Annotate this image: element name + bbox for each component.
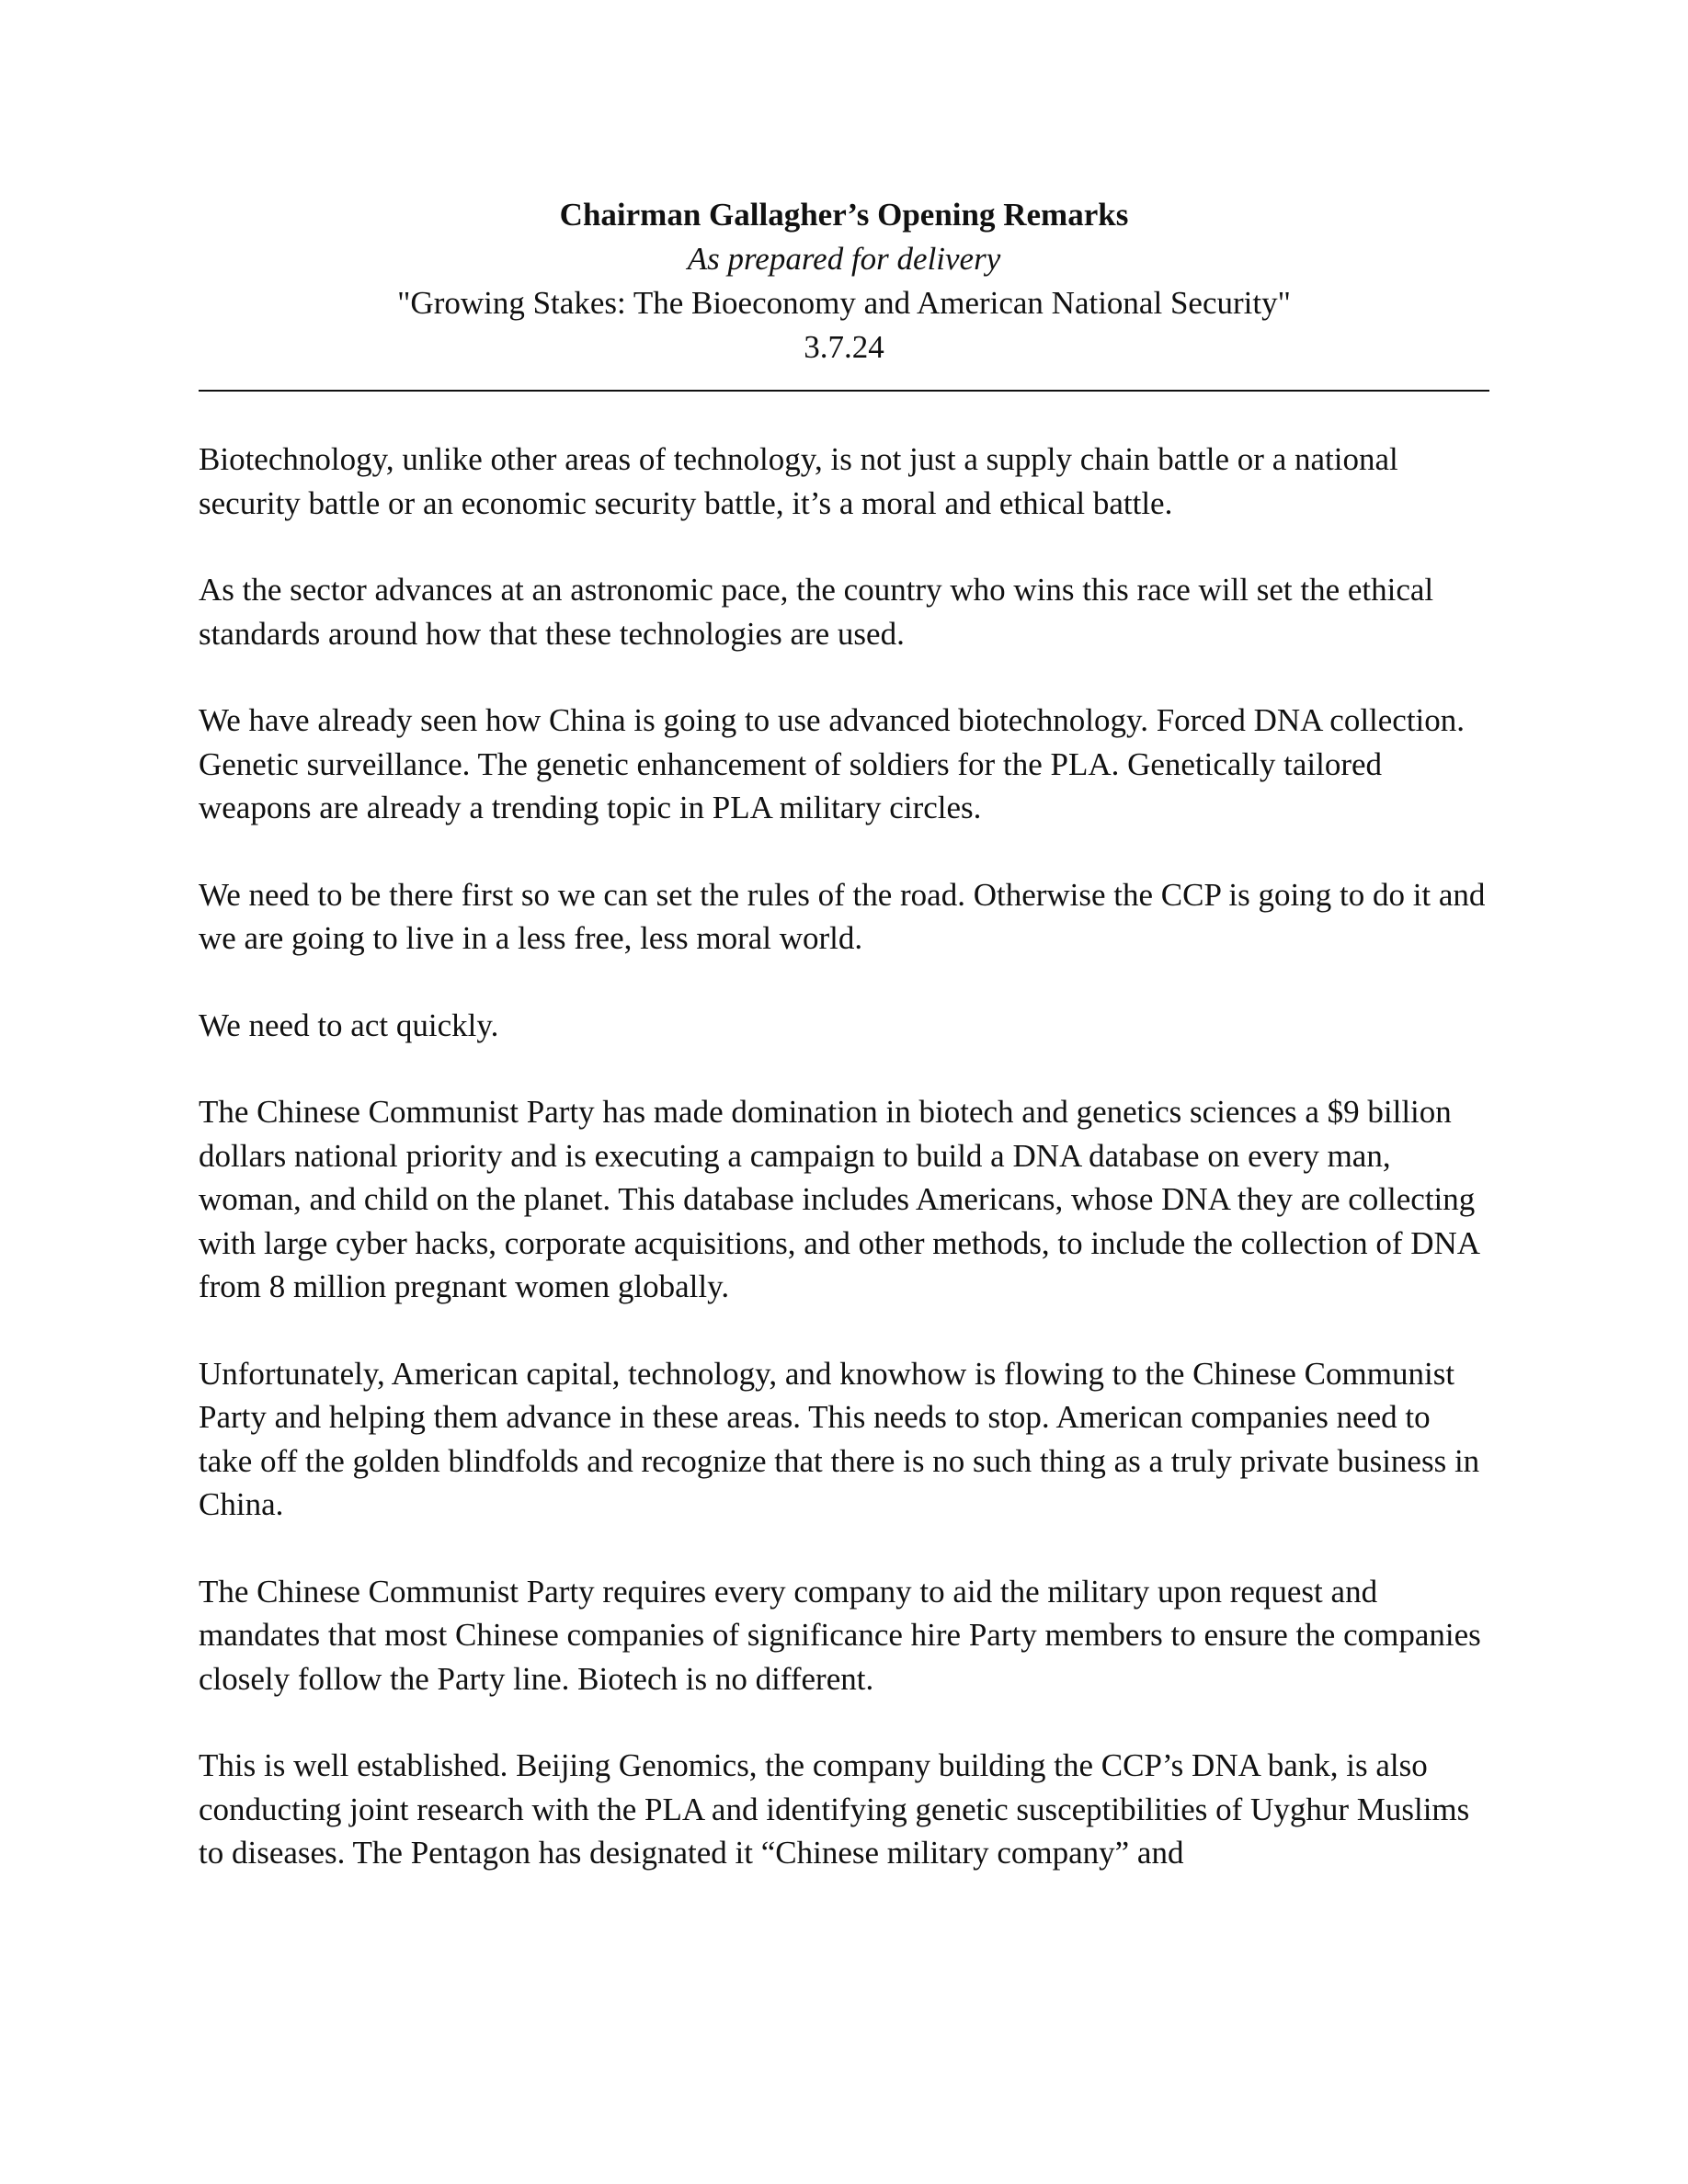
- document-header: [199, 193, 1489, 370]
- hearing-title: "Growing Stakes: The Bioeconomy and American National Security": [397, 285, 1291, 321]
- paragraph: Unfortunately, American capital, technology, and knowhow is flowing to the Chinese Communist Party and helping them advance in these areas. This needs to stop. American companies need to take off the golden blindfolds and recognize that there is no such thing as a truly private business in China.: [199, 1355, 1480, 1522]
- paragraph: We need to act quickly.: [199, 1007, 499, 1043]
- paragraph: This is well established. Beijing Genomics, the company building the CCP’s DNA bank, is also conducting joint research with the PLA and identifying genetic susceptibilities of Uyghur Muslims to diseases. The Pentagon has designated it “Chinese military company” and: [199, 1747, 1470, 1871]
- paragraph: We need to be there first so we can set the rules of the road. Otherwise the CCP is going to do it and we are going to live in a less free, less moral world.: [199, 876, 1486, 956]
- paragraph: As the sector advances at an astronomic pace, the country who wins this race will set the ethical standards around how that these technologies are used.: [199, 572, 1434, 652]
- header-divider: [199, 390, 1489, 392]
- paragraph: Biotechnology, unlike other areas of technology, is not just a supply chain battle or a national security battle or an economic security battle, it’s a moral and ethical battle.: [199, 441, 1398, 521]
- paragraph: The Chinese Communist Party has made domination in biotech and genetics sciences a $9 billion dollars national priority and is executing a campaign to build a DNA database on every man, woman, and child on the planet. This database includes Americans, whose DNA they are collecting with large cyber hacks, corporate acquisitions, and other methods, to include the collection of DNA from 8 million pregnant women globally.: [199, 1094, 1479, 1304]
- document-subtitle: As prepared for delivery: [687, 241, 1001, 277]
- document-date: 3.7.24: [804, 329, 884, 365]
- document-body: [199, 438, 1489, 1875]
- document-title: Chairman Gallagher’s Opening Remarks: [559, 197, 1129, 233]
- paragraph: We have already seen how China is going to use advanced biotechnology. Forced DNA collection. Genetic surveillance. The genetic enhancement of soldiers for the PLA. Genetically tailored weapons are already a trending topic in PLA military circles.: [199, 702, 1466, 825]
- document-page: [199, 193, 1489, 1918]
- paragraph: The Chinese Communist Party requires every company to aid the military upon request and mandates that most Chinese companies of significance hire Party members to ensure the companies closely follow the Party line. Biotech is no different.: [199, 1573, 1481, 1697]
